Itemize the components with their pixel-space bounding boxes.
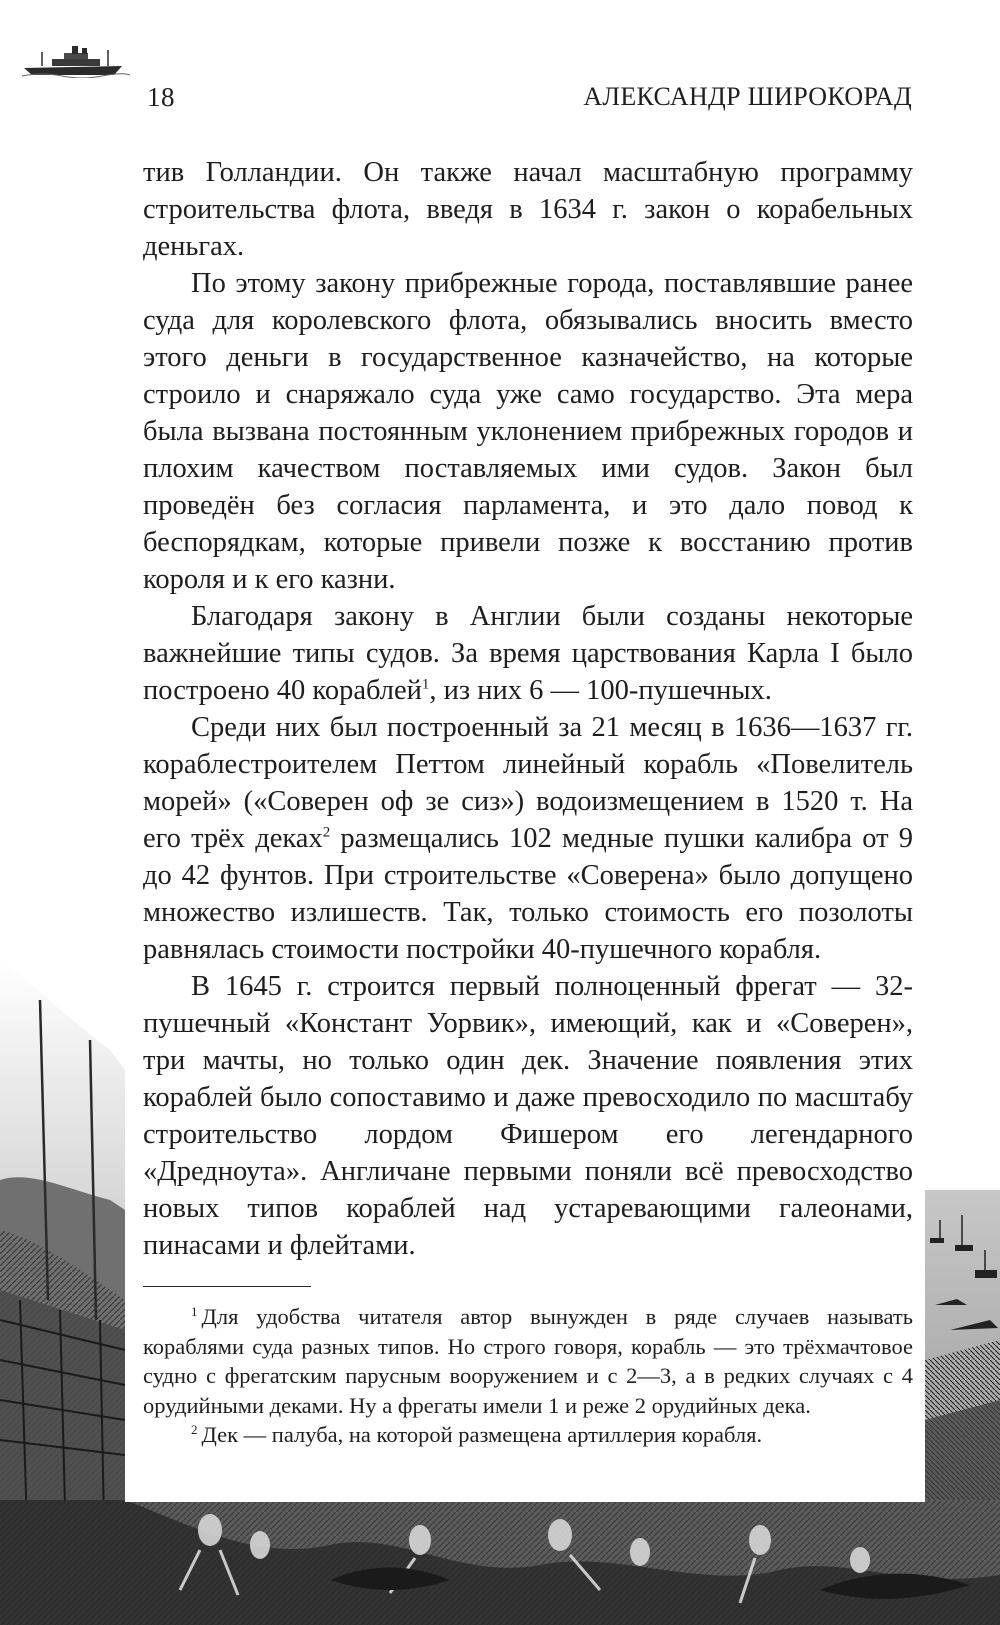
paragraph-text: Среди них был построенный за 21 месяц в 1636—1637 гг. кораблестроителем Петтом линейный корабль «Повелитель морей» («Соверен оф зе сиз») водоизмещением в 1520 т. На его трёх деках [143, 712, 913, 854]
footnote-mark: 1 [191, 1303, 198, 1319]
paragraph: тив Голландии. Он также начал масштабную программу строительства флота, введя в 1634 г. закон о корабельных деньгах. [143, 157, 913, 262]
paragraph [143, 598, 913, 709]
paragraph-text: размещались 102 медные пушки калибра от 9 до 42 фунтов. При строительстве «Соверена» было допущено множество излишеств. Так, только стоимость его позолоты равнялась стоимости постройки 40-пушечного корабля. [143, 823, 913, 965]
footnote-mark: 2 [191, 1421, 198, 1437]
footnote [143, 1420, 913, 1450]
paragraph-text: Благодаря закону в Англии были созданы некоторые важнейшие типы судов. За время царствования Карла I было построено 40 кораблей [143, 601, 913, 706]
footnote [143, 1302, 913, 1420]
running-title: АЛЕКСАНДР ШИРОКОРАД [583, 82, 912, 111]
body-text [143, 154, 913, 1264]
paragraph-text: , из них 6 — 100-пушечных. [429, 675, 772, 706]
footnote-divider [143, 1286, 311, 1287]
footnote-reference[interactable]: 1 [421, 676, 430, 693]
paragraph: По этому закону прибрежные города, поставлявшие ранее суда для королевского флота, обязывались вносить вместо этого деньги в государственное казначейство, на которые строило и снаряжало суда уже само государство. Эта мера была вызвана постоянным уклонением прибрежных городов и плохим качеством поставляемых ими судов. Закон был проведён без согласия парламента, и это дало повод к беспорядкам, которые привели позже к восстанию против короля и к его казни. [143, 268, 913, 595]
ship-icon [22, 44, 130, 78]
paragraph: В 1645 г. строится первый полноценный фрегат — 32-пушечный «Констант Уорвик», имеющий, как и «Соверен», три мачты, но только один дек. Значение появления этих кораблей было сопоставимо и даже превосходило по масштабу строительство лордом Фишером его легендарного «Дредноута». Англичане первыми поняли всё превосходство новых типов кораблей над устаревающими галеонами, пинасами и флейтами. [143, 971, 913, 1261]
footnote-text: Дек — палуба, на которой размещена артиллерия корабля. [201, 1422, 763, 1447]
footnotes [143, 1302, 913, 1450]
page-number: 18 [147, 82, 175, 112]
footnote-reference[interactable]: 2 [322, 824, 331, 841]
footnote-text: Для удобства читателя автор вынужден в ряде случаев называть кораблями суда разных типов. Но строго говоря, корабль — это трёхмачтовое судно с фрегатским парусным вооружением и с 2—3, а в редких случаях с 4 орудийными деками. Ну а фрегаты имели 1 и реже 2 орудийных дека. [143, 1304, 913, 1418]
paragraph [143, 709, 913, 968]
